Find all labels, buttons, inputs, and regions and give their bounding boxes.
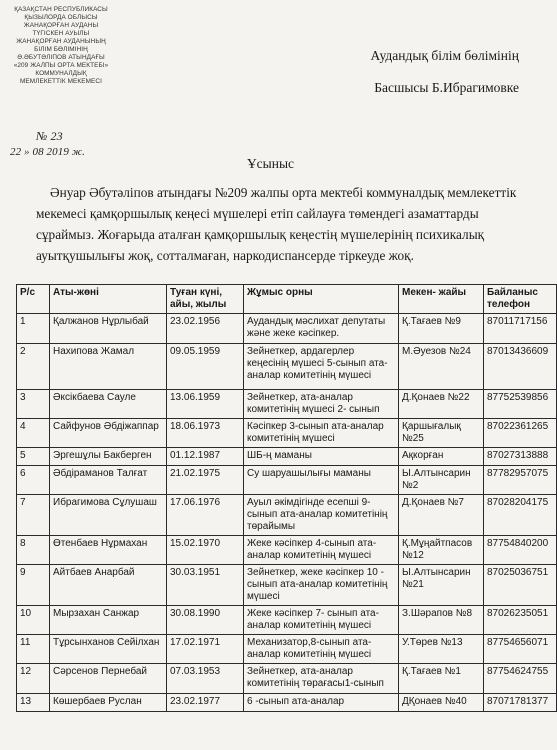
registration-date: 22 » 08 2019 ж. — [10, 146, 85, 158]
cell-workplace: ШБ-ң маманы — [244, 448, 399, 466]
cell-phone: 87752539856 — [484, 390, 557, 419]
cell-birthdate: 13.06.1959 — [167, 390, 244, 419]
stamp-line: МЕМЛЕКЕТТІК МЕКЕМЕСІ — [20, 78, 102, 85]
recipient-line-2: Басшысы Б.Ибрагимовке — [374, 80, 519, 95]
table-header-row — [17, 285, 557, 314]
cell-phone: 87754624755 — [484, 664, 557, 694]
cell-workplace: Кәсіпкер 3-сынып ата-аналар комитетінің мүшесі — [244, 419, 399, 448]
table-row — [17, 694, 557, 712]
header-workplace: Жұмыс орны — [244, 285, 399, 314]
body-text: Әнуар Әбутәліпов атындағы №209 жалпы орта мектебі коммуналдық мемлекеттік мекемесі қамқоршылық кеңесі мүшелері етіп сайлауға төмендегі азаматтарды сұраймыз. Жоғарыда аталған қамқоршылық кеңестің мүшелерінің психикалық ауытқушылығы жоқ, сотталмаған, наркодиспансерде тіркеуде жоқ. — [36, 185, 517, 263]
document-title: Ұсыныс — [246, 156, 295, 171]
header-name: Аты-жөні — [50, 285, 167, 314]
cell-birthdate: 23.02.1956 — [167, 314, 244, 344]
cell-workplace: Зейнеткер, ардагерлер кеңесінің мүшесі 5-сынып ата-аналар комитетінің мүшесі — [244, 344, 399, 390]
header-index: Р/с — [17, 285, 50, 314]
cell-index: 3 — [17, 390, 50, 419]
cell-address: У.Төрев №13 — [399, 635, 484, 664]
cell-birthdate: 09.05.1959 — [167, 344, 244, 390]
table-row — [17, 565, 557, 606]
cell-address: Д.Қонаев №7 — [399, 495, 484, 536]
cell-index: 5 — [17, 448, 50, 466]
stamp-line: «209 ЖАЛПЫ ОРТА МЕКТЕБІ» — [13, 62, 109, 69]
header-phone: Байланыс телефон — [484, 285, 557, 314]
header-address: Мекен- жайы — [399, 285, 484, 314]
cell-index: 6 — [17, 466, 50, 495]
stamp-line: ҚЫЗЫЛОРДА ОБЛЫСЫ — [24, 14, 98, 21]
cell-workplace: Зейнеткер, жеке кәсіпкер 10 - сынып ата-аналар комитетінің мүшесі — [244, 565, 399, 606]
cell-index: 13 — [17, 694, 50, 712]
stamp-line: ЖАНАҚОРҒАН АУДАНЫНЫҢ — [16, 38, 106, 45]
cell-name: Нахипова Жамал — [50, 344, 167, 390]
cell-index: 8 — [17, 536, 50, 565]
cell-address: Ақкорған — [399, 448, 484, 466]
stamp-line: БІЛІМ БӨЛІМІНІҢ — [34, 46, 88, 53]
cell-address: ДҚонаев №40 — [399, 694, 484, 712]
cell-workplace: Аудандық мәслихат депутаты және жеке кәсіпкер. — [244, 314, 399, 344]
cell-workplace: Зейнеткер, ата-аналар комитетінің мүшесі 2- сынып — [244, 390, 399, 419]
cell-phone: 87028204175 — [484, 495, 557, 536]
cell-index: 9 — [17, 565, 50, 606]
cell-phone: 87011717156 — [484, 314, 557, 344]
cell-phone: 87013436609 — [484, 344, 557, 390]
cell-address: Қ.Тағаев №9 — [399, 314, 484, 344]
stamp-line: Ә.ӘБУТӘЛІПОВ АТЫНДАҒЫ — [17, 54, 105, 61]
cell-name: Тұрсынханов Сейілхан — [50, 635, 167, 664]
cell-phone: 87071781377 — [484, 694, 557, 712]
cell-name: Эргешұлы Бакберген — [50, 448, 167, 466]
cell-name: Қалжанов Нұрлыбай — [50, 314, 167, 344]
cell-birthdate: 01.12.1987 — [167, 448, 244, 466]
members-table — [16, 284, 557, 712]
stamp-line: ЖАНАҚОРҒАН АУДАНЫ — [23, 22, 99, 29]
cell-index: 10 — [17, 606, 50, 635]
cell-workplace: 6 -сынып ата-аналар — [244, 694, 399, 712]
cell-name: Мырзахан Санжар — [50, 606, 167, 635]
cell-workplace: Ауыл әкімдігінде есепші 9-сынып ата-аналар комитетінің төрайымы — [244, 495, 399, 536]
official-stamp — [6, 6, 116, 158]
table-row — [17, 390, 557, 419]
cell-phone: 87022361265 — [484, 419, 557, 448]
table-row — [17, 344, 557, 390]
cell-index: 4 — [17, 419, 50, 448]
table-row — [17, 419, 557, 448]
recipient-line-1: Аудандық білім бөлімінің — [370, 48, 519, 63]
cell-birthdate: 07.03.1953 — [167, 664, 244, 694]
stamp-line: ТҮГІСКЕН АУЫЛЫ — [32, 30, 90, 37]
cell-address: Қ.Тағаев №1 — [399, 664, 484, 694]
cell-address: М.Әуезов №24 — [399, 344, 484, 390]
table-row — [17, 664, 557, 694]
cell-name: Өтенбаев Нұрмахан — [50, 536, 167, 565]
cell-phone: 87754840200 — [484, 536, 557, 565]
cell-address: Қаршығалық №25 — [399, 419, 484, 448]
cell-birthdate: 18.06.1973 — [167, 419, 244, 448]
cell-birthdate: 23.02.1977 — [167, 694, 244, 712]
cell-birthdate: 21.02.1975 — [167, 466, 244, 495]
cell-phone: 87027313888 — [484, 448, 557, 466]
body-paragraph — [36, 182, 526, 266]
cell-phone: 87025036751 — [484, 565, 557, 606]
table-row — [17, 448, 557, 466]
cell-address: Қ.Мұңайтпасов №12 — [399, 536, 484, 565]
table-row — [17, 606, 557, 635]
cell-birthdate: 15.02.1970 — [167, 536, 244, 565]
table-row — [17, 635, 557, 664]
cell-phone: 87782957075 — [484, 466, 557, 495]
cell-name: Әбдіраманов Талғат — [50, 466, 167, 495]
stamp-line: ҚАЗАҚСТАН РЕСПУБЛИКАСЫ — [14, 6, 108, 13]
cell-birthdate: 17.02.1971 — [167, 635, 244, 664]
cell-address: Д.Қонаев №22 — [399, 390, 484, 419]
table-row — [17, 314, 557, 344]
cell-workplace: Зейнеткер, ата-аналар комитетінің төрағасы1-сынып — [244, 664, 399, 694]
table-row — [17, 495, 557, 536]
cell-name: Айтбаев Анарбай — [50, 565, 167, 606]
cell-name: Ибрагимова Сұлушаш — [50, 495, 167, 536]
cell-workplace: Жеке кәсіпкер 7- сынып ата-аналар комитетінің мүшесі — [244, 606, 399, 635]
cell-phone: 87754656071 — [484, 635, 557, 664]
stamp-line: КОММУНАЛДЫҚ — [35, 70, 87, 77]
cell-address: З.Шәрапов №8 — [399, 606, 484, 635]
cell-phone: 87026235051 — [484, 606, 557, 635]
cell-index: 1 — [17, 314, 50, 344]
table-row — [17, 536, 557, 565]
cell-name: Әксікбаева Сауле — [50, 390, 167, 419]
cell-name: Сайфунов Әбдіжаппар — [50, 419, 167, 448]
cell-workplace: Жеке кәсіпкер 4-сынып ата-аналар комитетінің мүшесі — [244, 536, 399, 565]
cell-index: 11 — [17, 635, 50, 664]
header-birthdate: Туған күні, айы, жылы — [167, 285, 244, 314]
cell-birthdate: 17.06.1976 — [167, 495, 244, 536]
cell-address: Ы.Алтынсарин №21 — [399, 565, 484, 606]
cell-address: Ы.Алтынсарин №2 — [399, 466, 484, 495]
cell-index: 7 — [17, 495, 50, 536]
cell-birthdate: 30.08.1990 — [167, 606, 244, 635]
cell-index: 2 — [17, 344, 50, 390]
cell-workplace: Су шаруашылығы маманы — [244, 466, 399, 495]
cell-name: Көшербаев Руслан — [50, 694, 167, 712]
cell-workplace: Механизатор,8-сынып ата-аналар комитетінің мүшесі — [244, 635, 399, 664]
cell-index: 12 — [17, 664, 50, 694]
cell-birthdate: 30.03.1951 — [167, 565, 244, 606]
cell-name: Сәрсенов Пернебай — [50, 664, 167, 694]
table-row — [17, 466, 557, 495]
registration-number: № 23 — [36, 129, 63, 143]
